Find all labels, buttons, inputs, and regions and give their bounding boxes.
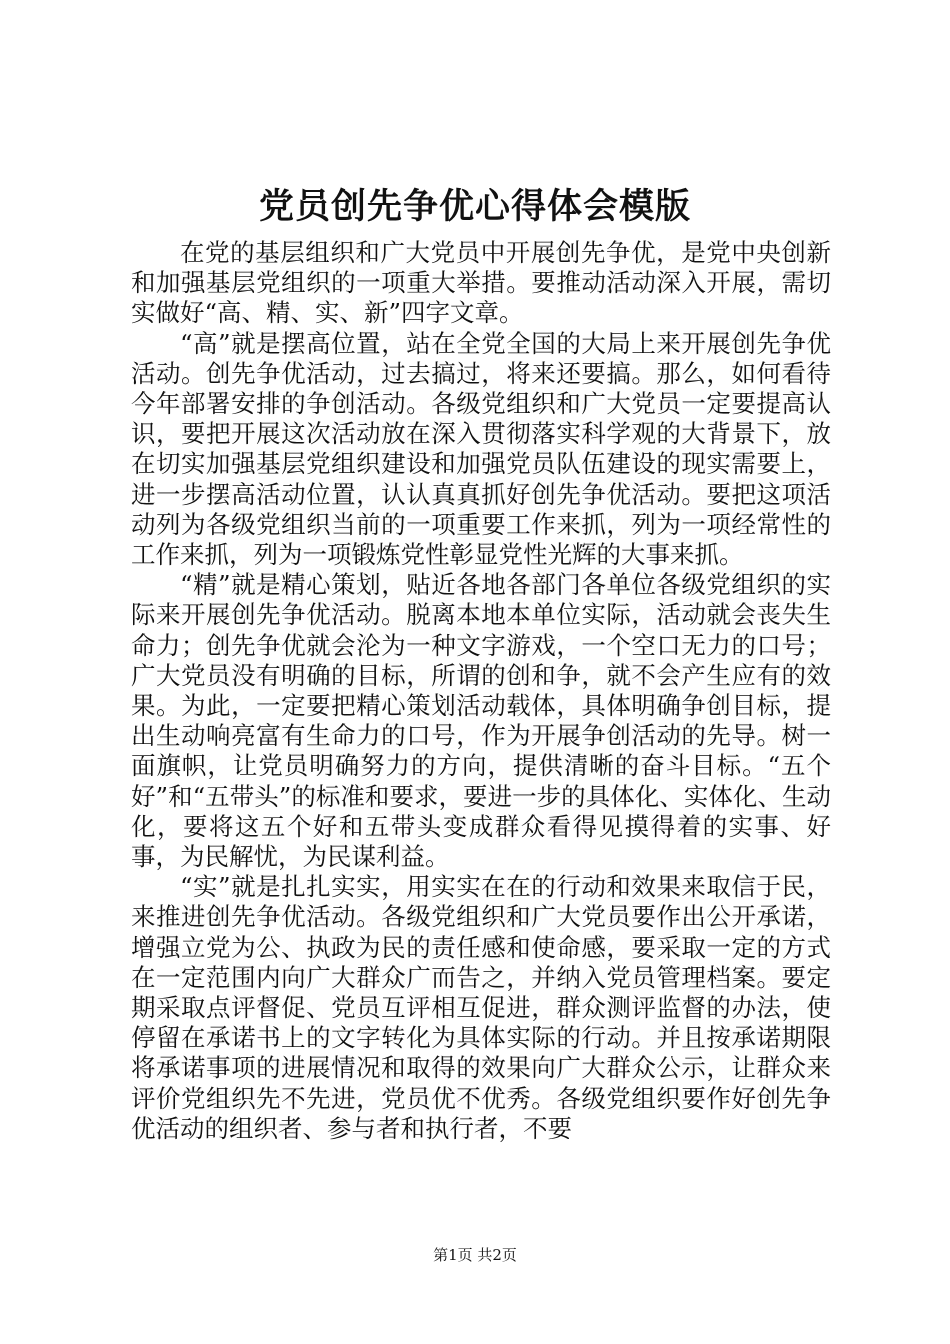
page-title: 党员创先争优心得体会模版 <box>258 186 691 227</box>
paragraph-intro: 在党的基层组织和广大党员中开展创先争优，是党中央创新和加强基层党组织的一项重大举措。要推动活动深入开展，需切实做好“高、精、实、新”四字文章。 <box>131 238 831 328</box>
paragraph-shi: “实”就是扎扎实实，用实实在在的行动和效果来取信于民，来推进创先争优活动。各级党组织和广大党员要作出公开承诺，增强立党为公、执政为民的责任感和使命感，要采取一定的方式在一定范围内向广大群众广而告之，并纳入党员管理档案。要定期采取点评督促、党员互评相互促进，群众测评监督的办法，使停留在承诺书上的文字转化为具体实际的行动。并且按承诺期限将承诺事项的进展情况和取得的效果向广大群众公示，让群众来评价党组织先不先进，党员优不优秀。各级党组织要作好创先争优活动的组织者、参与者和执行者，不要 <box>131 872 831 1143</box>
document-body <box>131 238 831 1144</box>
page-footer: 第1页 共2页 <box>433 1246 517 1264</box>
paragraph-gao: “高”就是摆高位置，站在全党全国的大局上来开展创先争优活动。创先争优活动，过去搞过，将来还要搞。那么，如何看待今年部署安排的争创活动。各级党组织和广大党员一定要提高认识，要把开展这次活动放在深入贯彻落实科学观的大背景下，放在切实加强基层党组织建设和加强党员队伍建设的现实需要上，进一步摆高活动位置，认认真真抓好创先争优活动。要把这项活动列为各级党组织当前的一项重要工作来抓，列为一项经常性的工作来抓，列为一项锻炼党性彰显党性光辉的大事来抓。 <box>131 328 831 570</box>
paragraph-jing: “精”就是精心策划，贴近各地各部门各单位各级党组织的实际来开展创先争优活动。脱离本地本单位实际，活动就会丧失生命力；创先争优就会沦为一种文字游戏，一个空口无力的口号；广大党员没有明确的目标，所谓的创和争，就不会产生应有的效果。为此，一定要把精心策划活动载体，具体明确争创目标，提出生动响亮富有生命力的口号，作为开展争创活动的先导。树一面旗帜，让党员明确努力的方向，提供清晰的奋斗目标。“五个好”和“五带头”的标准和要求，要进一步的具体化、实体化、生动化，要将这五个好和五带头变成群众看得见摸得着的实事、好事，为民解忧，为民谋利益。 <box>131 570 831 872</box>
